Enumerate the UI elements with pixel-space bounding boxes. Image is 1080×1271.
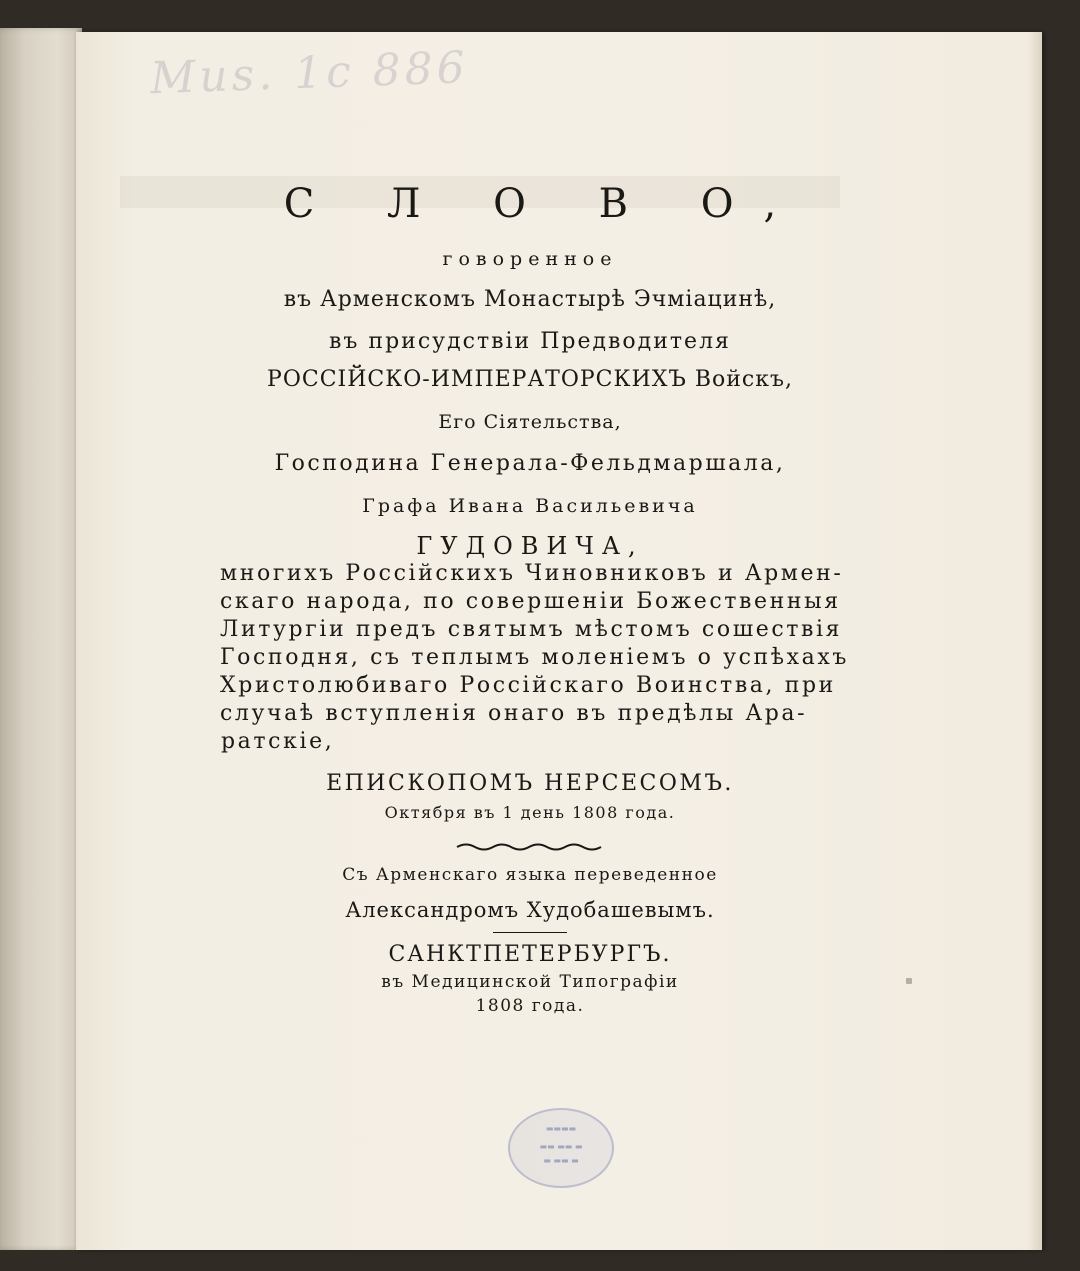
subtitle-line: въ присудствіи Предводителя bbox=[329, 329, 731, 354]
paper-speck bbox=[906, 978, 912, 984]
paragraph-line: Христолюбиваго Россійскаго Воинства, при bbox=[220, 673, 836, 698]
subject-name: ГУДОВИЧА, bbox=[416, 532, 644, 560]
paragraph-line: случаѣ вступленія онаго въ предѣлы Ара- bbox=[220, 701, 808, 726]
date-line: Октября въ 1 день 1808 года. bbox=[384, 803, 676, 822]
subtitle-line: Господина Генерала-Фельдмаршала, bbox=[274, 451, 786, 476]
author-line: ЕПИСКОПОМЪ НЕРСЕСОМЪ. bbox=[326, 771, 734, 796]
subtitle-line: говоренное bbox=[442, 248, 618, 270]
translator-line: Александромъ Худобашевымъ. bbox=[345, 898, 715, 922]
translation-note: Съ Арменскаго языка переведенное bbox=[342, 865, 718, 885]
handwritten-shelfmark: Mus. 1c 886 bbox=[149, 42, 470, 105]
paragraph-line: многихъ Россійскихъ Чиновниковъ и Армен- bbox=[220, 561, 844, 586]
title: С Л О В О, bbox=[283, 181, 807, 227]
library-stamp bbox=[508, 1108, 614, 1188]
facing-page-edge bbox=[0, 28, 82, 1250]
subtitle-line: въ Арменскомъ Монастырѣ Эчміацинѣ, bbox=[283, 287, 777, 312]
paragraph-line: Господня, съ теплымъ моленіемъ о успѣхахъ bbox=[220, 645, 850, 670]
subtitle-line: Графа Ивана Васильевича bbox=[362, 495, 698, 517]
stamp-mark: ▬▬▬▬ bbox=[545, 1124, 577, 1133]
ornament-divider bbox=[455, 842, 605, 852]
subtitle-line: РОССІЙСКО-ИМПЕРАТОРСКИХЪ Войскъ, bbox=[267, 367, 793, 392]
main-paragraph bbox=[150, 560, 910, 756]
printer-line: въ Медицинской Типографіи bbox=[381, 972, 679, 992]
year-line: 1808 года. bbox=[475, 996, 585, 1016]
paragraph-line: Литургіи предъ святымъ мѣстомъ сошествія bbox=[220, 617, 843, 642]
title-page-text bbox=[150, 180, 910, 1017]
paragraph-line: скаго народа, по совершеніи Божественныя bbox=[220, 589, 841, 614]
paragraph-line: ратскіе, bbox=[221, 729, 335, 754]
stamp-mark: ▬▬ ▬▬ ▬ bbox=[539, 1142, 583, 1151]
stamp-mark: ▬ ▬▬ ▬ bbox=[543, 1156, 579, 1165]
city-line: САНКТПЕТЕРБУРГЪ. bbox=[388, 942, 672, 967]
page-edge-shadow bbox=[1028, 32, 1042, 1250]
subtitle-line: Его Сіятельства, bbox=[438, 411, 622, 433]
